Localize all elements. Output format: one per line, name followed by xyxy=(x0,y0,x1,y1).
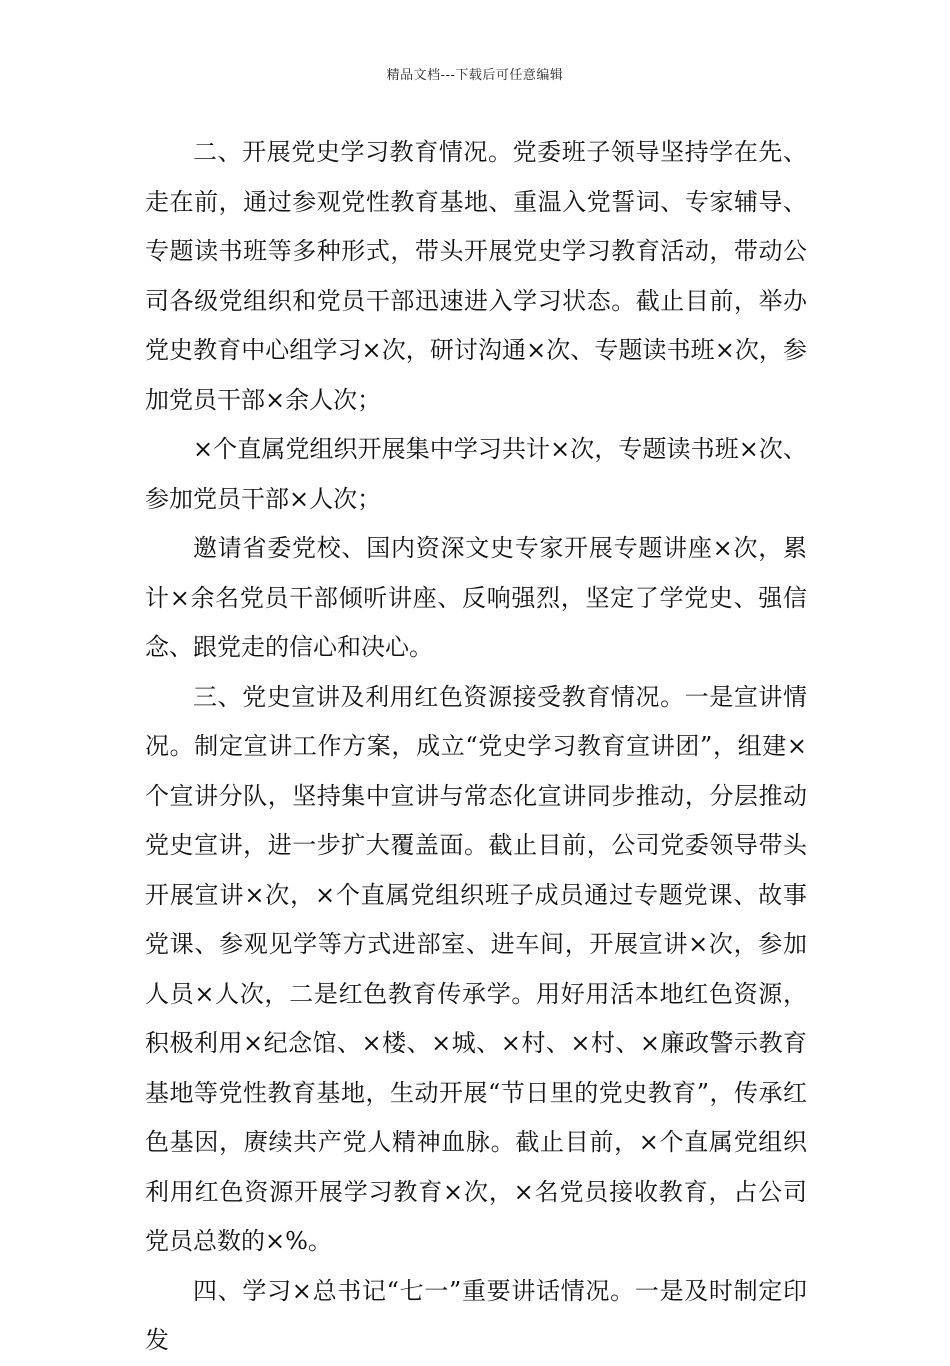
paragraph-4: 三、党史宣讲及利用红色资源接受教育情况。一是宣讲情况。制定宣讲工作方案，成立“党史学习教育宣讲团”，组建×个宣讲分队，坚持集中宣讲与常态化宣讲同步推动，分层推动党史宣讲，进一步扩大覆盖面。截止目前，公司党委领导带头开展宣讲×次，×个直属党组织班子成员通过专题党课、故事党课、参观见学等方式进部室、进车间，开展宣讲×次，参加人员×人次，二是红色教育传承学。用好用活本地红色资源，积极利用×纪念馆、×楼、×城、×村、×村、×廉政警示教育基地等党性教育基地，生动开展“节日里的党史教育”，传承红色基因，赓续共产党人精神血脉。截止目前，×个直属党组织利用红色资源开展学习教育×次，×名党员接收教育，占公司党员总数的×%。 xyxy=(145,682,807,1255)
document-header: 精品文档---下载后可任意编辑 xyxy=(386,68,564,83)
paragraph-3: 邀请省委党校、国内资深文史专家开展专题讲座×次，累计×余名党员干部倾听讲座、反响强烈，坚定了学党史、强信念、跟党走的信心和决心。 xyxy=(145,534,807,661)
paragraph-2: ×个直属党组织开展集中学习共计×次，专题读书班×次、参加党员干部×人次； xyxy=(145,435,807,513)
paragraph-1: 二、开展党史学习教育情况。党委班子领导坚持学在先、走在前，通过参观党性教育基地、重温入党誓词、专家辅导、专题读书班等多种形式，带头开展党史学习教育活动，带动公司各级党组织和党员干部迅速进入学习状态。截止目前，举办党史教育中心组学习×次，研讨沟通×次、专题读书班×次，参加党员干部×余人次； xyxy=(145,138,807,414)
document-body xyxy=(145,128,807,1366)
paragraph-5: 四、学习×总书记“七一”重要讲话情况。一是及时制定印发 xyxy=(145,1276,807,1354)
